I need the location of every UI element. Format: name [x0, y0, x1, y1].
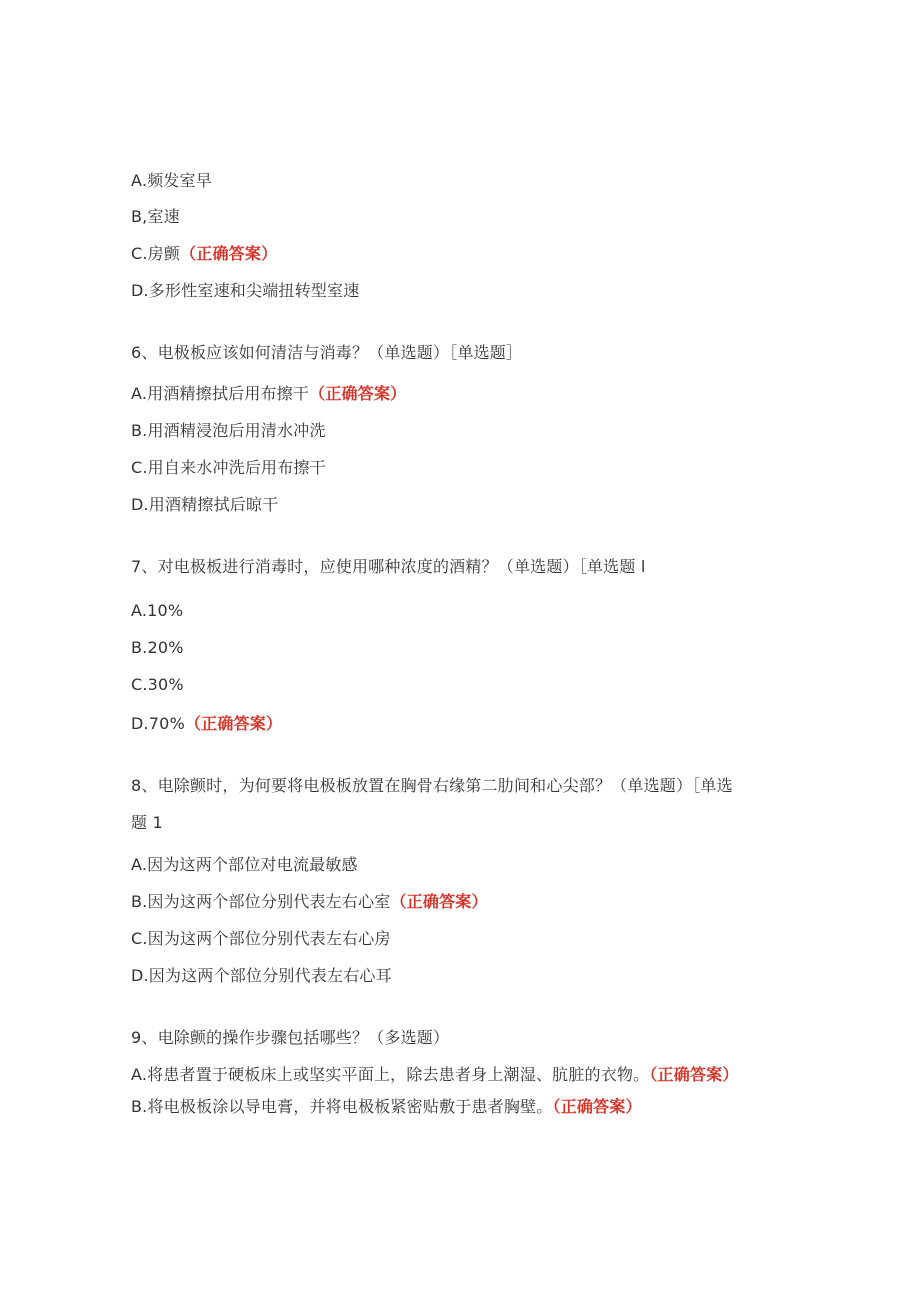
option-text: B,室速 [131, 207, 180, 226]
option-text: A.因为这两个部位对电流最敏感 [131, 855, 358, 874]
correct-answer-mark: （正确答案） [184, 714, 283, 733]
option-text: B.因为这两个部位分别代表左右心室 [131, 892, 391, 911]
option-text: A.频发室早 [131, 171, 212, 190]
q6-title: 6、电极板应该如何清洁与消毒？（单选题）［单选题］ [131, 343, 523, 362]
q5-option-c [131, 244, 277, 264]
q9-option-a [131, 1065, 739, 1085]
q5-option-d [131, 281, 359, 301]
option-text: C.用自来水冲洗后用布擦干 [131, 458, 326, 477]
q9-option-b [131, 1097, 642, 1117]
q7-title: 7、对电极板进行消毒时，应使用哪种浓度的酒精？（单选题）［单选题 l [131, 557, 646, 576]
q5-option-a [131, 171, 212, 191]
q7-option-c [131, 675, 184, 695]
option-text: B.20% [131, 638, 184, 657]
q7-option-b [131, 638, 184, 658]
option-text: D.因为这两个部位分别代表左右心耳 [131, 966, 392, 985]
option-text: B.将电极板涂以导电膏，并将电极板紧密贴敷于患者胸壁。 [131, 1097, 553, 1116]
q8-title-line1: 8、电除颤时，为何要将电极板放置在胸骨右缘第二肋间和心尖部？（单选题）［单选 [131, 776, 733, 795]
option-text: B.用酒精浸泡后用清水冲洗 [131, 421, 326, 440]
option-text: C.30% [131, 675, 184, 694]
q8-option-d [131, 966, 392, 986]
q8-option-b [131, 892, 488, 912]
correct-answer-mark: （正确答案） [552, 1097, 642, 1116]
option-text: D.用酒精擦拭后晾干 [131, 495, 279, 514]
q6-option-a [131, 384, 406, 404]
q8-title-line2: 题 1 [131, 813, 163, 832]
correct-answer-mark: （正确答案） [309, 384, 407, 403]
q9-title: 9、电除颤的操作步骤包括哪些？（多选题） [131, 1028, 450, 1047]
correct-answer-mark: （正确答案） [390, 892, 488, 911]
correct-answer-mark: （正确答案） [180, 244, 278, 263]
option-text: C.因为这两个部位分别代表左右心房 [131, 929, 391, 948]
q6-option-c [131, 458, 326, 478]
option-text: D.70% [131, 714, 185, 733]
correct-answer-mark: （正确答案） [649, 1065, 739, 1084]
q5-option-b [131, 207, 180, 227]
q7-option-d [131, 714, 282, 734]
q6-option-b [131, 421, 326, 441]
option-text: C.房颤 [131, 244, 181, 263]
q8-option-c [131, 929, 391, 949]
option-text: A.将患者置于硬板床上或坚实平面上，除去患者身上潮湿、肮脏的衣物。 [131, 1065, 650, 1084]
option-text: A.10% [131, 601, 184, 620]
q6-option-d [131, 495, 278, 515]
q8-option-a [131, 855, 358, 875]
option-text: D.多形性室速和尖端扭转型室速 [131, 281, 360, 300]
option-text: A.用酒精擦拭后用布擦干 [131, 384, 310, 403]
q7-option-a [131, 601, 183, 621]
